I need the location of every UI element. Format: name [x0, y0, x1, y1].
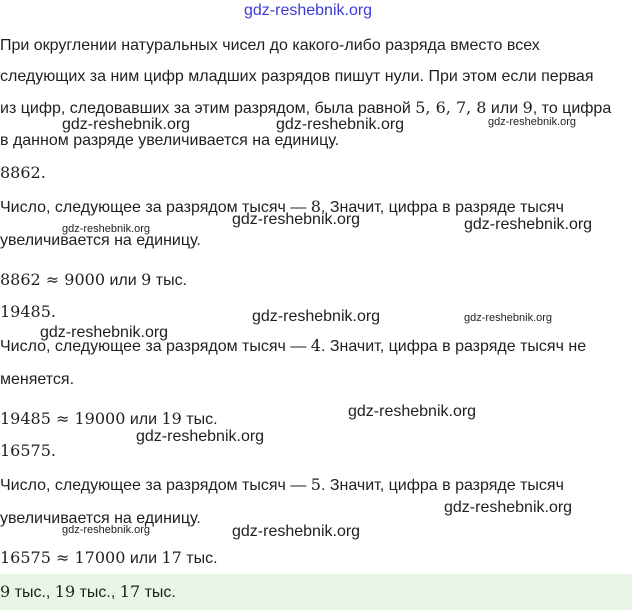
answer-box	[0, 574, 632, 610]
text: Число, следующее за разрядом тысяч —	[0, 477, 311, 494]
example-3-number: 16575.	[0, 441, 56, 460]
watermark: gdz-reshebnik.org	[444, 499, 573, 516]
watermark: gdz-reshebnik.org	[232, 523, 361, 540]
example-1-text	[0, 197, 564, 218]
intro-text: , то цифра	[532, 100, 612, 117]
result-number: 19	[161, 409, 182, 428]
intro-line-2: следующих за ним цифр младших разрядов пишут нули. При этом если первая	[0, 68, 594, 85]
intro-line-4: в данном разряде увеличивается на единицу.	[0, 132, 340, 149]
result-expression: 16575 ≈ 17000	[0, 548, 126, 567]
answer-number: 9	[0, 582, 11, 601]
example-3-text	[0, 475, 564, 496]
answer-number: 19	[54, 582, 76, 601]
text: или	[105, 272, 142, 289]
watermark: gdz-reshebnik.org	[276, 116, 405, 133]
example-2-text	[0, 336, 586, 357]
answer-number: 17	[119, 582, 141, 601]
watermark: gdz-reshebnik.org	[136, 428, 265, 445]
digit: 5	[310, 475, 321, 494]
watermark: gdz-reshebnik.org	[62, 223, 151, 235]
example-2-result	[0, 409, 218, 430]
example-1-result	[0, 270, 187, 291]
digit: 8	[310, 197, 321, 216]
result-unit: тыс.	[151, 272, 188, 289]
watermark-top: gdz-reshebnik.org	[244, 2, 373, 19]
watermark: gdz-reshebnik.org	[40, 324, 169, 341]
text: или	[125, 411, 162, 428]
text: Число, следующее за разрядом тысяч —	[0, 199, 311, 216]
text: . Значит, цифра в разряде тысяч	[320, 477, 564, 494]
watermark: gdz-reshebnik.org	[348, 403, 477, 420]
example-3-text-2: увеличивается на единицу.	[0, 510, 201, 527]
result-expression: 19485 ≈ 19000	[0, 409, 126, 428]
answer-unit: тыс.,	[10, 584, 55, 601]
text: . Значит, цифра в разряде тысяч	[320, 199, 564, 216]
example-1-text-2: увеличивается на единицу.	[0, 232, 201, 249]
answer-line	[0, 582, 176, 603]
text: . Значит, цифра в разряде тысяч не	[320, 338, 587, 355]
result-number: 17	[161, 548, 182, 567]
answer-unit: тыс.,	[75, 584, 120, 601]
text: или	[125, 550, 162, 567]
watermark: gdz-reshebnik.org	[464, 312, 553, 324]
watermark: gdz-reshebnik.org	[62, 524, 151, 536]
result-expression: 8862 ≈ 9000	[0, 270, 106, 289]
text: Число, следующее за разрядом тысяч —	[0, 338, 311, 355]
watermark: gdz-reshebnik.org	[488, 116, 577, 128]
watermark: gdz-reshebnik.org	[464, 216, 593, 233]
digit: 4	[310, 336, 321, 355]
intro-line-1: При округлении натуральных чисел до какого-либо разряда вместо всех	[0, 37, 540, 54]
intro-line-3	[0, 98, 611, 119]
watermark: gdz-reshebnik.org	[232, 211, 361, 228]
intro-digits: 5, 6, 7, 8	[415, 98, 487, 117]
watermark: gdz-reshebnik.org	[62, 116, 191, 133]
result-unit: тыс.	[181, 411, 218, 428]
example-2-text-2: меняется.	[0, 371, 75, 388]
example-2-number: 19485.	[0, 302, 56, 321]
intro-text: из цифр, следовавших за этим разрядом, была равной	[0, 100, 416, 117]
result-unit: тыс.	[181, 550, 218, 567]
answer-unit: тыс.	[140, 584, 176, 601]
example-1-number: 8862.	[0, 163, 46, 182]
result-number: 9	[141, 270, 152, 289]
intro-text: или	[486, 100, 523, 117]
watermark: gdz-reshebnik.org	[252, 308, 381, 325]
intro-digit-nine: 9	[522, 98, 533, 117]
example-3-result	[0, 548, 218, 569]
